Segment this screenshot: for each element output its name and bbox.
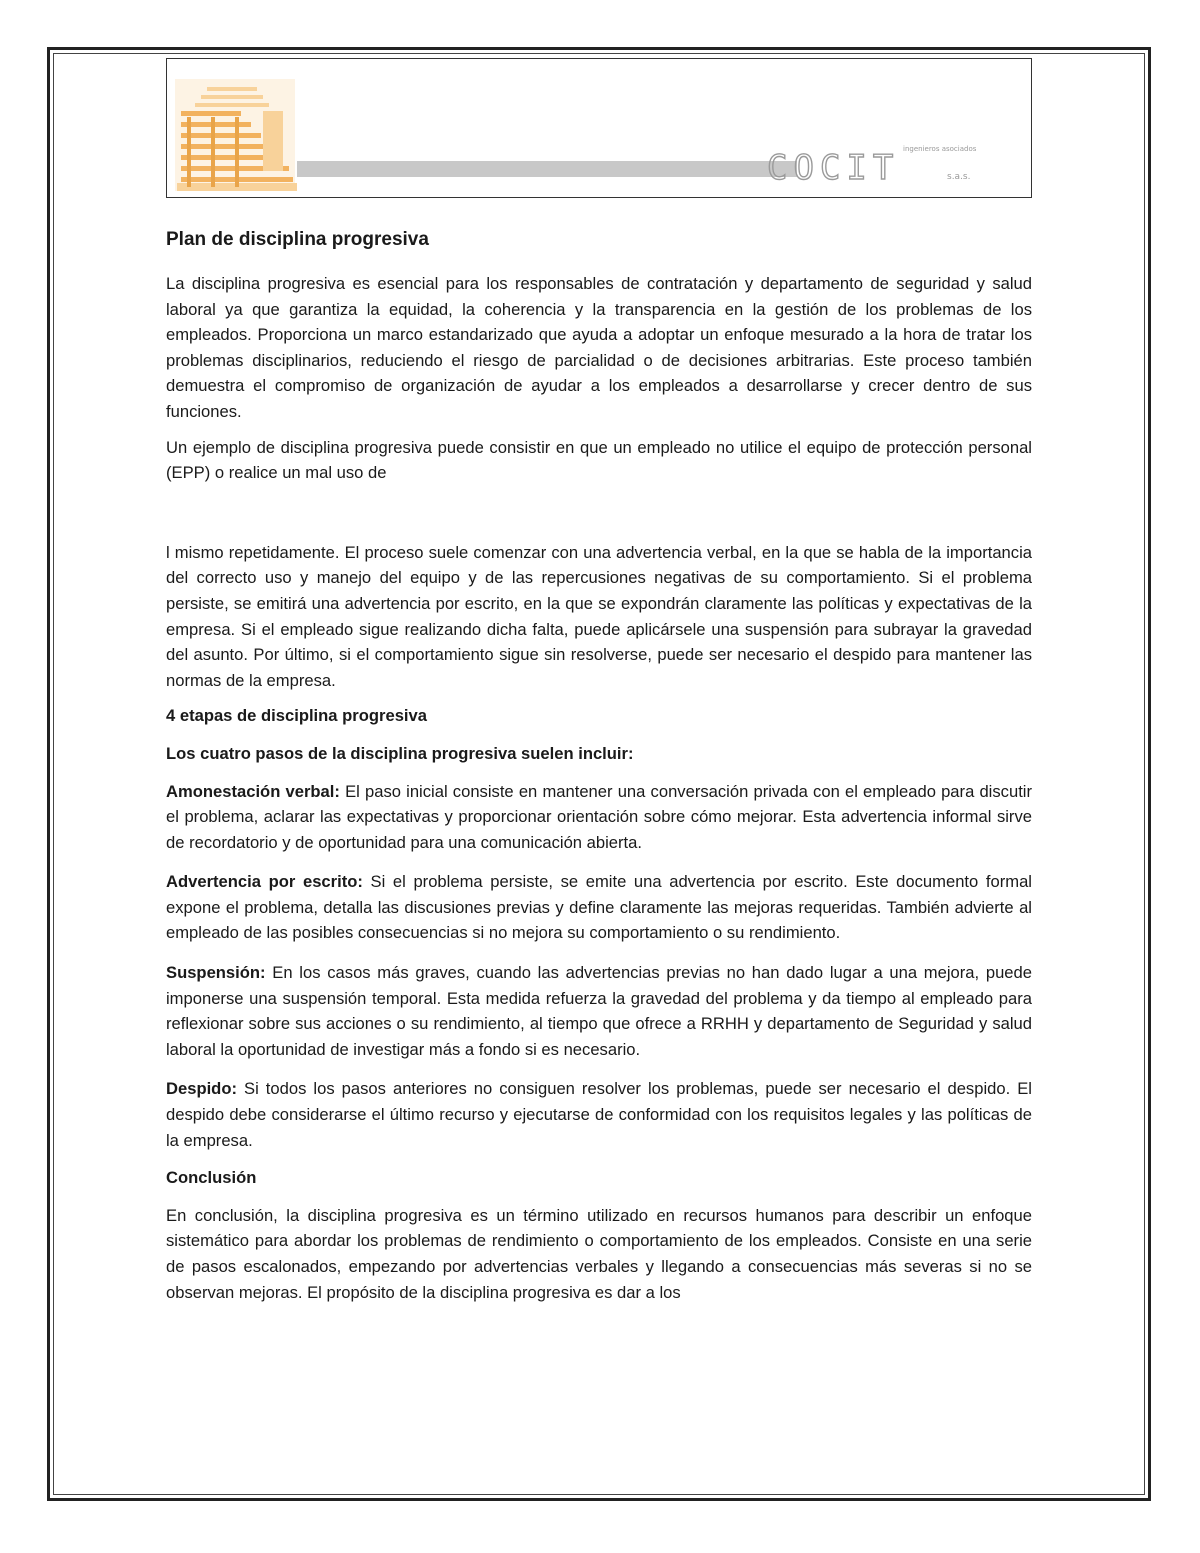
document-title: Plan de disciplina progresiva xyxy=(166,229,429,250)
step-term: Amonestación verbal: xyxy=(166,781,340,801)
step-text: Si todos los pasos anteriores no consiguen resolver los problemas, puede ser necesario el despido. El despido debe considerarse el último recurso y ejecutarse de conformidad con los requisitos legales y las políticas de la empresa. xyxy=(166,1079,1032,1150)
conclusion-paragraph: En conclusión, la disciplina progresiva es un término utilizado en recursos humanos para describir un enfoque sistemático para abordar los problemas de rendimiento o comportamiento de los empleados. Consiste en una serie de pasos escalonados, empezando por advertencias verbales y llegando a consecuencias más severas si no se observan mejoras. El propósito de la disciplina progresiva es dar a los xyxy=(166,1205,1032,1302)
document-body xyxy=(166,222,1032,1315)
step-term: Advertencia por escrito: xyxy=(166,872,363,892)
steps-intro: Los cuatro pasos de la disciplina progresiva suelen incluir: xyxy=(166,743,634,763)
step-text: El paso inicial consiste en mantener una conversación privada con el empleado para discutir el problema, aclarar las expectativas y proporcionar orientación sobre cómo mejorar. Esta advertencia informal sirve de recordatorio y de oportunidad para una comunicación abierta. xyxy=(166,781,1033,852)
logo-text: COCIT xyxy=(767,148,900,188)
step-term: Despido: xyxy=(166,1079,237,1099)
gray-band xyxy=(297,161,797,177)
stages-heading: 4 etapas de disciplina progresiva xyxy=(166,706,427,726)
step-advertencia-escrito xyxy=(166,869,1032,946)
logo-small-top-text: ingenieros asociados xyxy=(903,145,977,153)
intro-paragraph-2: Un ejemplo de disciplina progresiva puede consistir en que un empleado no utilice el equipo de protección personal (EPP) o realice un mal uso de xyxy=(166,437,1032,483)
header-banner xyxy=(166,58,1032,198)
page-gap xyxy=(166,496,1032,540)
step-term: Suspensión: xyxy=(166,963,266,983)
intro-paragraph-1: La disciplina progresiva es esencial para los responsables de contratación y departamento de seguridad y salud laboral ya que garantiza la equidad, la coherencia y la transparencia en la gestión de los problemas de los empleados. Proporciona un marco estandarizado que ayuda a adoptar un enfoque mesurado a la hora de tratar los problemas disciplinarios, reduciendo el riesgo de parcialidad o de decisiones arbitrarias. Este proceso también demuestra el compromiso de organización de ayudar a los empleados a desarrollarse y crecer dentro de sus funciones. xyxy=(166,274,1032,421)
header-banner-graphic xyxy=(167,59,1032,198)
logo-small-bottom-text: s.a.s. xyxy=(947,172,971,182)
step-despido xyxy=(166,1076,1032,1153)
step-suspension xyxy=(166,960,1032,1062)
conclusion-heading: Conclusión xyxy=(166,1168,257,1188)
step-amonestacion-verbal xyxy=(166,779,1032,856)
step-text: Si el problema persiste, se emite una advertencia por escrito. Este documento formal expone el problema, detalla las discusiones previas y define claramente las mejoras requeridas. También advierte al empleado de las posibles consecuencias si no mejora su comportamiento o su rendimiento. xyxy=(166,872,1032,943)
intro-paragraph-3: l mismo repetidamente. El proceso suele comenzar con una advertencia verbal, en la que se habla de la importancia del correcto uso y manejo del equipo y de las repercusiones negativas de su comportamiento. Si el problema persiste, se emitirá una advertencia por escrito, en la que se expondrán claramente las políticas y expectativas de la empresa. Si el empleado sigue realizando dicha falta, puede aplicársele una suspensión para subrayar la gravedad del asunto. Por último, si el comportamiento sigue sin resolverse, puede ser necesario el despido para mantener las normas de la empresa. xyxy=(166,542,1032,690)
building-logo-icon xyxy=(175,79,297,191)
step-text: En los casos más graves, cuando las advertencias previas no han dado lugar a una mejora, puede imponerse una suspensión temporal. Esta medida refuerza la gravedad del problema y da tiempo al empleado para reflexionar sobre sus acciones o su rendimiento, al tiempo que ofrece a RRHH y departamento de Seguridad y salud laboral la oportunidad de investigar más a fondo si es necesario. xyxy=(166,963,1032,1059)
